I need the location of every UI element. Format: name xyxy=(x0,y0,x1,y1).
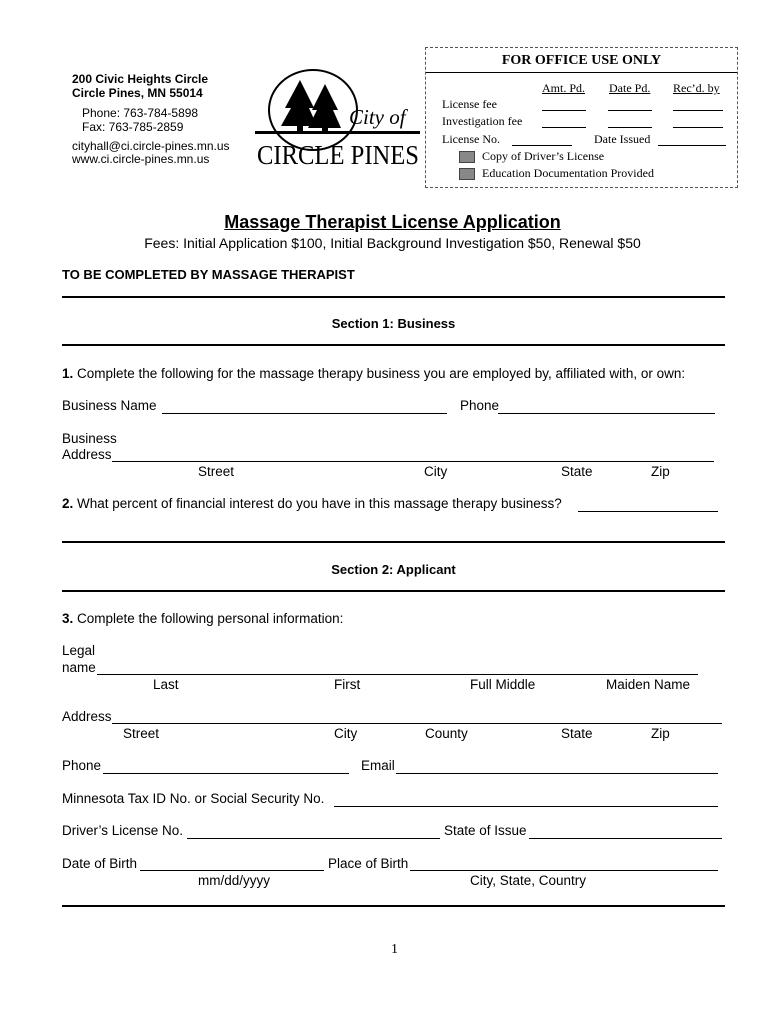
tax-id-label: Minnesota Tax ID No. or Social Security No. xyxy=(62,791,325,806)
education-doc-checkbox[interactable] xyxy=(459,168,475,180)
place-of-birth-field[interactable] xyxy=(410,870,718,871)
business-name-field[interactable] xyxy=(162,413,447,414)
city-caption: City xyxy=(424,464,448,479)
date-issued-blank[interactable] xyxy=(658,145,726,146)
address-line2: Circle Pines, MN 55014 xyxy=(72,86,203,100)
fax-text: Fax: 763-785-2859 xyxy=(82,120,184,134)
business-phone-field[interactable] xyxy=(498,413,715,414)
copy-license-label: Copy of Driver’s License xyxy=(482,149,605,163)
applicant-address-label: Address xyxy=(62,709,112,724)
date-issued-label: Date Issued xyxy=(594,132,651,146)
divider xyxy=(62,344,725,346)
applicant-street-caption: Street xyxy=(123,726,160,741)
applicant-phone-field[interactable] xyxy=(103,773,349,774)
business-address-field[interactable] xyxy=(112,461,714,462)
pine-trees-icon xyxy=(255,68,420,172)
first-caption: First xyxy=(334,677,361,692)
city-logo xyxy=(255,68,420,172)
dob-field[interactable] xyxy=(140,870,324,871)
copy-license-checkbox[interactable] xyxy=(459,151,475,163)
q2-text: 2. What percent of financial interest do you have in this massage therapy business? xyxy=(62,496,562,511)
street-caption: Street xyxy=(198,464,235,479)
tax-id-field[interactable] xyxy=(334,806,718,807)
education-doc-label: Education Documentation Provided xyxy=(482,166,654,180)
q1-text: 1. Complete the following for the massage therapy business you are employed by, affiliated with, or own: xyxy=(62,366,686,381)
investigation-fee-amt-blank[interactable] xyxy=(542,127,586,128)
license-no-label: License No. xyxy=(442,132,500,146)
last-caption: Last xyxy=(153,677,179,692)
section1-heading: Section 1: Business xyxy=(331,316,456,331)
zip-caption: Zip xyxy=(651,464,670,479)
divider xyxy=(62,590,725,592)
drivers-license-field[interactable] xyxy=(187,838,440,839)
drivers-license-label: Driver’s License No. xyxy=(62,823,184,838)
applicant-city-caption: City xyxy=(334,726,358,741)
divider xyxy=(62,541,725,543)
business-label: Business xyxy=(62,431,117,446)
divider xyxy=(62,296,725,298)
q3-text: 3. Complete the following personal information: xyxy=(62,611,344,626)
col-amt-paid: Amt. Pd. xyxy=(542,81,586,95)
to-be-completed-heading: TO BE COMPLETED BY MASSAGE THERAPIST xyxy=(62,267,355,282)
business-address-label: Address xyxy=(62,447,112,462)
col-received-by: Rec’d. by xyxy=(673,81,720,95)
form-title: Massage Therapist License Application xyxy=(224,212,561,232)
applicant-phone-label: Phone xyxy=(62,758,102,773)
applicant-county-caption: County xyxy=(425,726,468,741)
legal-name-field[interactable] xyxy=(97,674,698,675)
applicant-state-caption: State xyxy=(561,726,593,741)
business-name-label: Business Name xyxy=(62,398,157,413)
applicant-address-field[interactable] xyxy=(112,723,722,724)
office-use-box xyxy=(425,47,738,188)
state-of-issue-label: State of Issue xyxy=(444,823,527,838)
dob-format-caption: mm/dd/yyyy xyxy=(198,873,271,888)
pob-format-caption: City, State, Country xyxy=(470,873,587,888)
page-number: 1 xyxy=(391,942,398,957)
dob-label: Date of Birth xyxy=(62,856,138,871)
email-text: cityhall@ci.circle-pines.mn.us xyxy=(72,139,230,153)
business-phone-label: Phone xyxy=(460,398,500,413)
phone-text: Phone: 763-784-5898 xyxy=(82,106,199,120)
section2-heading: Section 2: Applicant xyxy=(331,562,456,577)
fees-text: Fees: Initial Application $100, Initial Background Investigation $50, Renewal $50 xyxy=(144,235,641,251)
license-fee-date-blank[interactable] xyxy=(608,110,652,111)
investigation-fee-date-blank[interactable] xyxy=(608,127,652,128)
legal-label: Legal xyxy=(62,643,96,658)
license-fee-amt-blank[interactable] xyxy=(542,110,586,111)
investigation-fee-label: Investigation fee xyxy=(442,114,523,128)
state-caption: State xyxy=(561,464,593,479)
financial-interest-field[interactable] xyxy=(578,511,718,512)
logo-circle-pines-text: CIRCLE PINES xyxy=(257,140,419,170)
applicant-email-field[interactable] xyxy=(396,773,718,774)
applicant-zip-caption: Zip xyxy=(651,726,670,741)
website-text: www.ci.circle-pines.mn.us xyxy=(72,152,210,166)
place-of-birth-label: Place of Birth xyxy=(328,856,409,871)
license-fee-label: License fee xyxy=(442,97,497,111)
name-label: name xyxy=(62,660,96,675)
maiden-name-caption: Maiden Name xyxy=(606,677,691,692)
state-of-issue-field[interactable] xyxy=(529,838,722,839)
col-date-paid: Date Pd. xyxy=(609,81,651,95)
investigation-fee-recd-blank[interactable] xyxy=(673,127,723,128)
office-use-title: FOR OFFICE USE ONLY xyxy=(426,48,737,73)
applicant-email-label: Email xyxy=(361,758,395,773)
full-middle-caption: Full Middle xyxy=(470,677,536,692)
address-line1: 200 Civic Heights Circle xyxy=(72,72,209,86)
logo-city-of-text: City of xyxy=(349,105,406,129)
license-no-blank[interactable] xyxy=(512,145,572,146)
divider xyxy=(62,905,725,907)
license-fee-recd-blank[interactable] xyxy=(673,110,723,111)
